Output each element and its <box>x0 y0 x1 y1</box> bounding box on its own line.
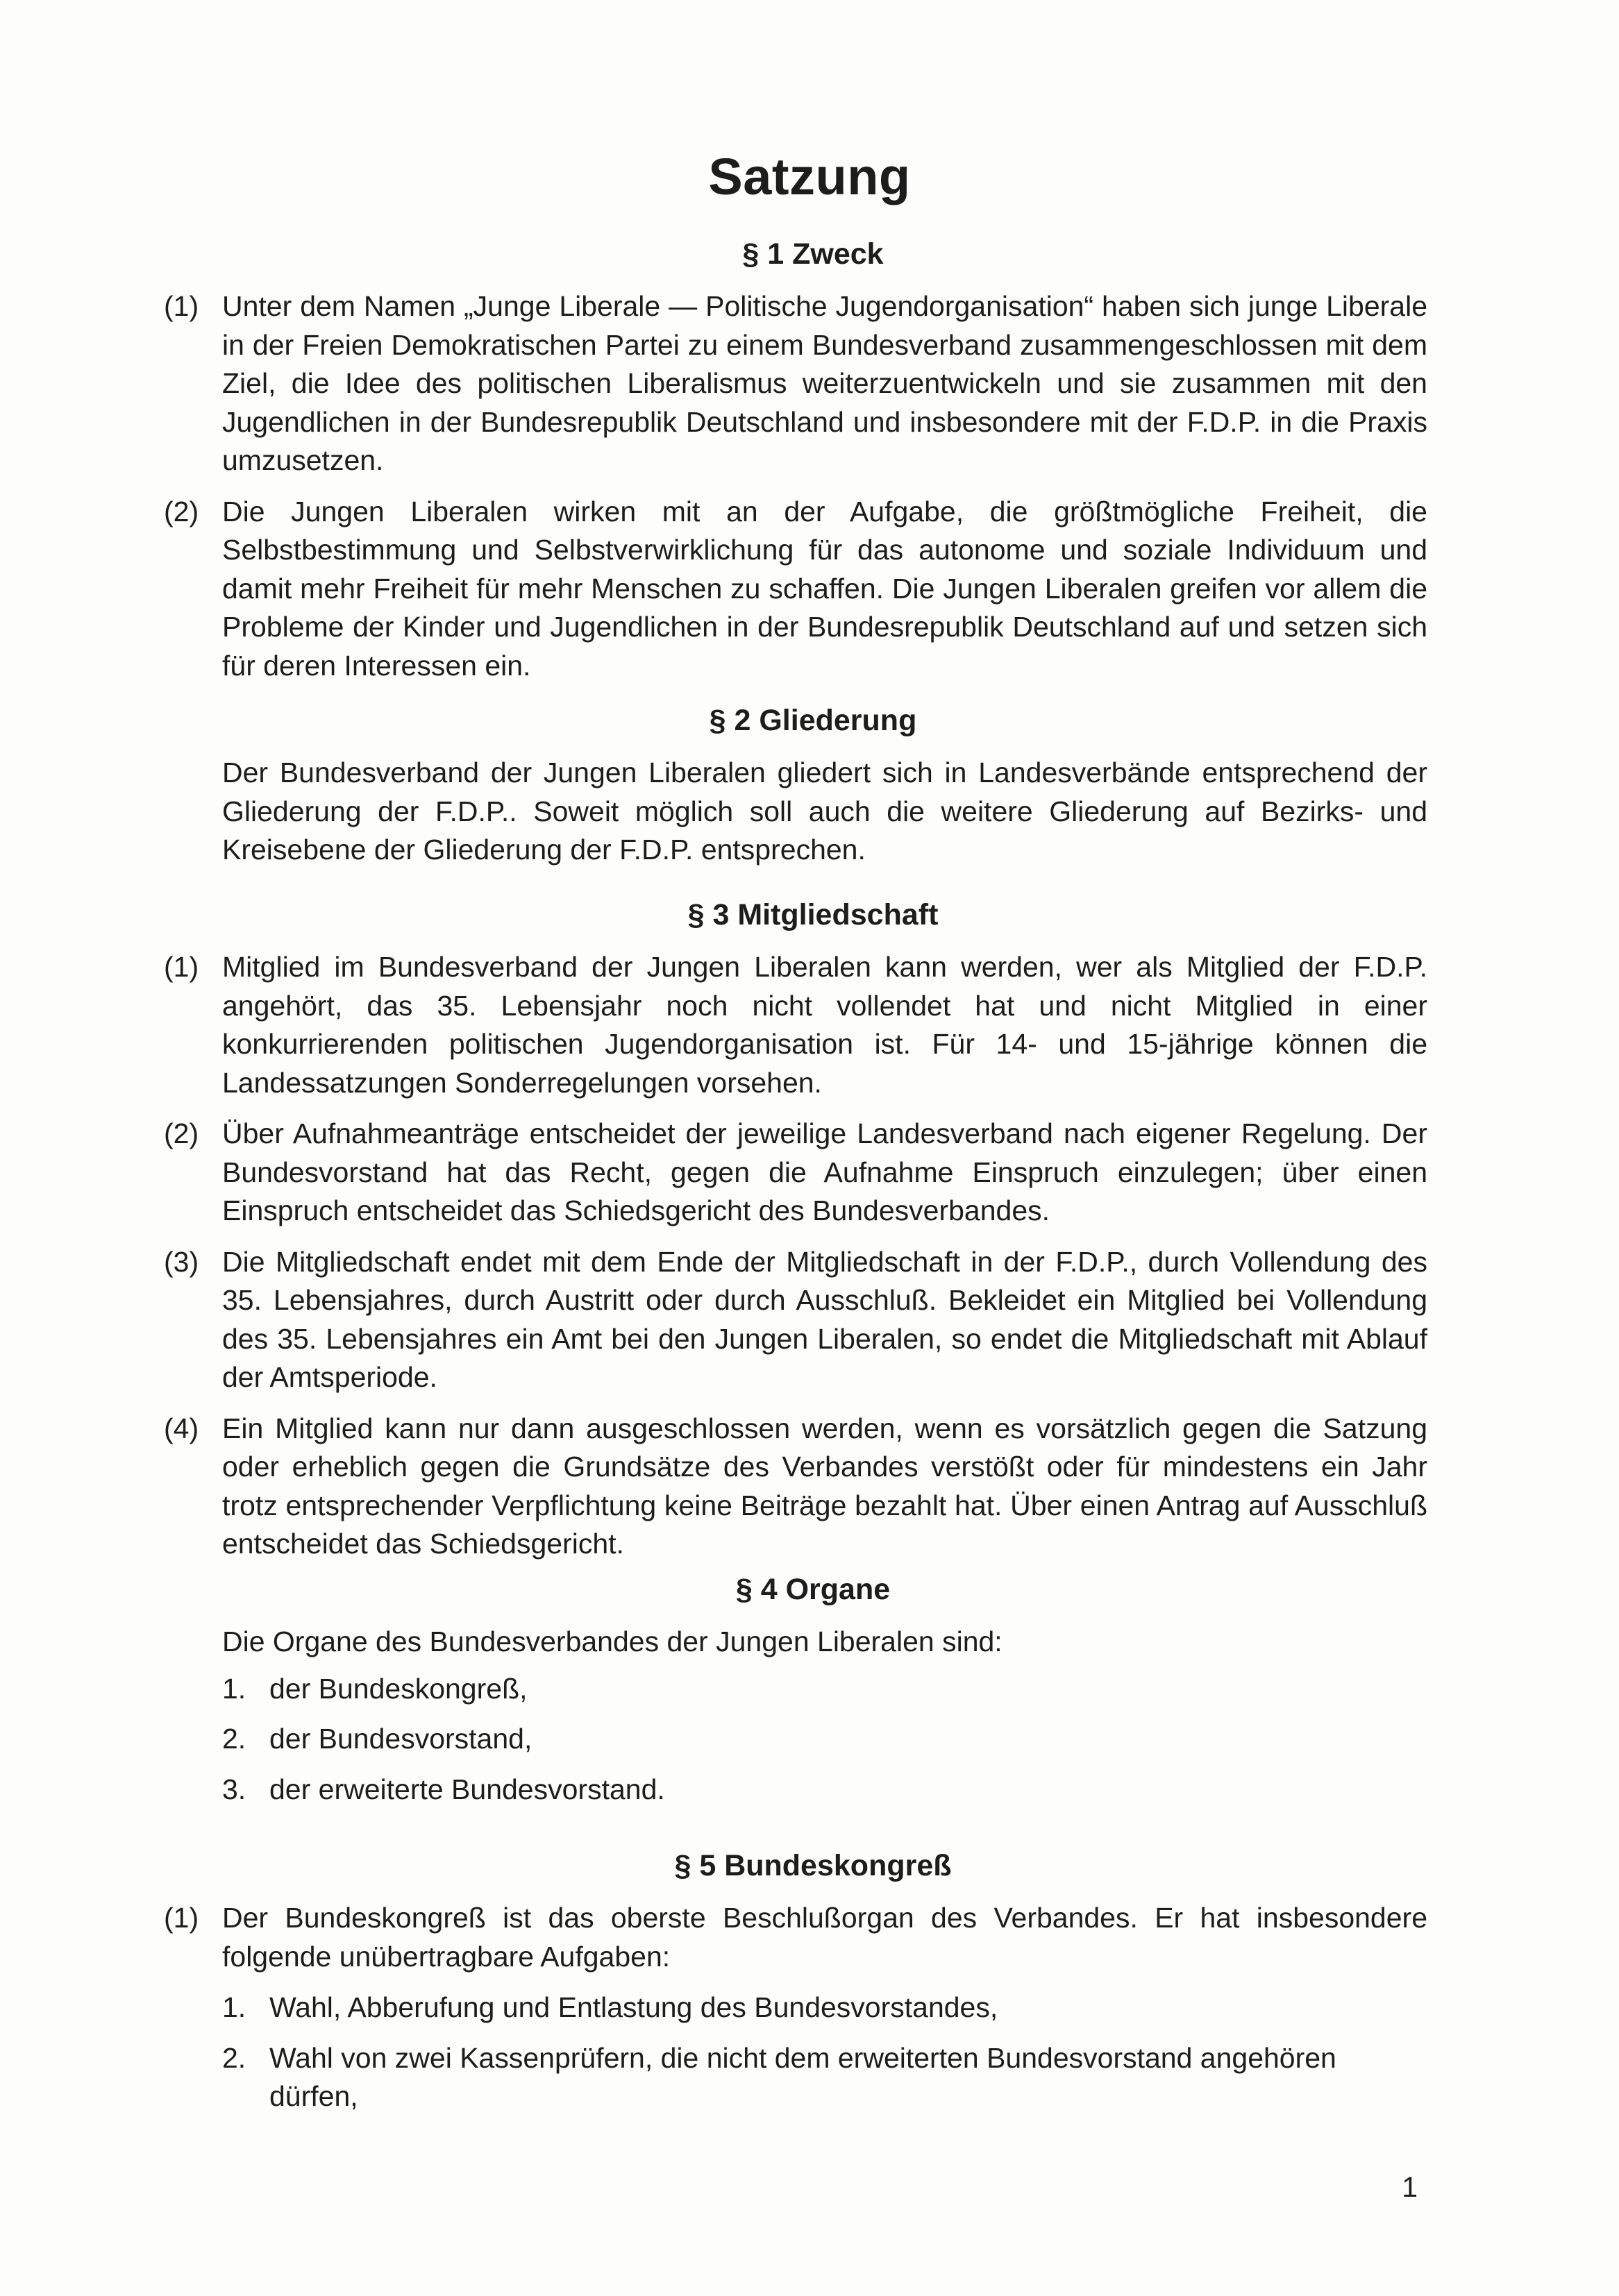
section-heading: § 2 Gliederung <box>709 704 917 737</box>
section-text: Der Bundesverband der Jungen Liberalen gliedert sich in Landesverbände entsprechend der Gliederung der F.D.P.. Soweit möglich soll auch die weitere Gliederung auf Bezirks- und Kreisebene der Gliederung der F.D.P. entsprechen. <box>222 757 1427 866</box>
paragraph-text: Über Aufnahmeanträge entscheidet der jeweilige Landesverband nach eigener Regelung. Der Bundesvorstand hat das Recht, gegen die Aufnahme Einspruch einzulegen; über einen Einspruch entscheidet das Schiedsgericht des Bundesverbandes. <box>222 1117 1427 1226</box>
paragraph <box>157 948 1427 1102</box>
item-text: der Bundeskongreß, <box>269 1672 528 1705</box>
section-heading: § 4 Organe <box>735 1573 891 1606</box>
paragraph-number: (4) <box>164 1412 199 1444</box>
paragraph-number: (1) <box>164 290 199 322</box>
section-heading: § 3 Mitgliedschaft <box>687 898 939 931</box>
list-item <box>157 1771 1427 1809</box>
list-item <box>157 2039 1427 2116</box>
paragraph <box>157 1410 1427 1564</box>
paragraph-text: Unter dem Namen „Junge Liberale — Politische Jugendorganisation“ haben sich junge Liberale in der Freien Demokratischen Partei zu einem Bundesverband zusammengeschlossen mit dem Ziel, die Idee des politischen Liberalismus weiterzuentwickeln und sie zusammen mit den Jugendlichen in der Bundesrepublik Deutschland und insbesondere mit der F.D.P. in die Praxis umzusetzen. <box>222 290 1427 476</box>
page-number: 1 <box>1402 2171 1418 2203</box>
item-number: 3. <box>222 1773 246 1805</box>
list-item <box>157 1670 1427 1709</box>
item-text: der erweiterte Bundesvorstand. <box>269 1773 665 1805</box>
paragraph-number: (1) <box>164 1902 199 1934</box>
paragraph <box>157 1243 1427 1397</box>
paragraph-number: (1) <box>164 951 199 983</box>
item-number: 1. <box>222 1991 246 2023</box>
item-text: der Bundesvorstand, <box>269 1723 532 1755</box>
paragraph-text: Ein Mitglied kann nur dann ausgeschlossen werden, wenn es vorsätzlich gegen die Satzung oder erheblich gegen die Grundsätze des Verbandes verstößt oder für mindestens ein Jahr trotz entsprechender Verpflichtung keine Beiträge bezahlt hat. Über einen Antrag auf Ausschluß entscheidet das Schiedsgericht. <box>222 1412 1427 1560</box>
section-mitgliedschaft <box>157 895 1427 1576</box>
section-heading: § 1 Zweck <box>742 237 884 271</box>
document-title: Satzung <box>708 148 911 205</box>
list-item <box>157 1720 1427 1759</box>
item-number: 2. <box>222 1723 246 1755</box>
section-zweck <box>157 235 1427 698</box>
section-organe <box>157 1570 1427 1821</box>
item-text: Wahl, Abberufung und Entlastung des Bundesvorstandes, <box>269 1991 998 2023</box>
paragraph-number: (3) <box>164 1245 199 1278</box>
paragraph-text: Die Jungen Liberalen wirken mit an der Aufgabe, die größtmögliche Freiheit, die Selbstbestimmung und Selbstverwirklichung für das autonome und soziale Individuum und damit mehr Freiheit für mehr Menschen zu schaffen. Die Jungen Liberalen greifen vor allem die Probleme der Kinder und Jugendlichen in der Bundesrepublik Deutschland auf und setzen sich für deren Interessen ein. <box>222 495 1427 682</box>
section-heading: § 5 Bundeskongreß <box>674 1849 952 1882</box>
item-number: 2. <box>222 2041 246 2074</box>
paragraph-number: (2) <box>164 495 199 527</box>
item-text: Wahl von zwei Kassenprüfern, die nicht dem erweiterten Bundesvorstand angehören dürfen, <box>269 2041 1336 2112</box>
paragraph-text: Die Mitgliedschaft endet mit dem Ende der Mitgliedschaft in der F.D.P., durch Vollendung des 35. Lebensjahres, durch Austritt oder durch Ausschluß. Bekleidet ein Mitglied bei Vollendung des 35. Lebensjahres ein Amt bei den Jungen Liberalen, so endet die Mitgliedschaft mit Ablauf der Amtsperiode. <box>222 1245 1427 1393</box>
section-text: Die Organe des Bundesverbandes der Jungen Liberalen sind: <box>222 1626 1003 1657</box>
paragraph-text: Mitglied im Bundesverband der Jungen Liberalen kann werden, wer als Mitglied der F.D.P. angehört, das 35. Lebensjahr noch nicht vollendet hat und nicht Mitglied in einer konkurrierenden politischen Jugendorganisation ist. Für 14- und 15-jährige können die Landessatzungen Sonderregelungen vorsehen. <box>222 951 1427 1099</box>
list-item <box>157 1989 1427 2027</box>
paragraph <box>157 287 1427 480</box>
paragraph <box>157 1115 1427 1231</box>
paragraph <box>157 493 1427 686</box>
paragraph <box>157 1899 1427 1976</box>
paragraph-number: (2) <box>164 1117 199 1149</box>
section-gliederung <box>157 701 1427 878</box>
paragraph-text: Der Bundeskongreß ist das oberste Beschlußorgan des Verbandes. Er hat insbesondere folgende unübertragbare Aufgaben: <box>222 1902 1427 1973</box>
item-number: 1. <box>222 1672 246 1705</box>
section-bundeskongress <box>157 1846 1427 2128</box>
